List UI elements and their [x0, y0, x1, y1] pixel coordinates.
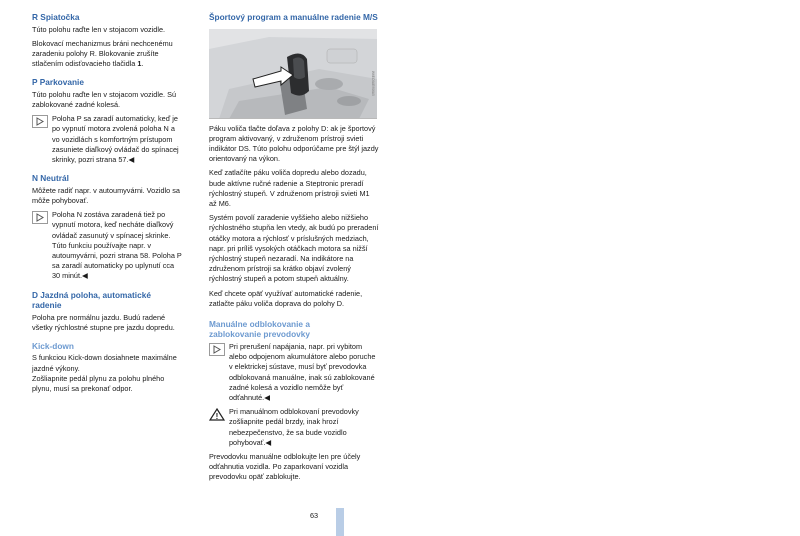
unlock-paragraph-1: Prevodovku manuálne odblokujte len pre účely odťahnutia vozidla. Po zaparkovaní vozidla prevodovku opäť zablokujte.	[209, 451, 361, 482]
section-drive	[32, 290, 182, 333]
note-arrow-icon	[32, 211, 48, 224]
drive-paragraph-1: Poloha pre normálnu jazdu. Budú radené všetky rýchlostné stupne pre jazdu dopredu.	[32, 312, 175, 332]
neutral-note-text: Poloha N zostáva zaradená tiež po vypnutí motora, keď necháte diaľkový ovládač zasunutý v spínacej skrinke. Túto funkciu používajte napr. v autoumyvárni, pozri strana 58. Poloha P sa zaradí automaticky po uplynutí cca 30 minút.	[52, 210, 182, 281]
neutral-paragraph-1: Môžete radiť napr. v autoumyvárni. Vozidlo sa môže pohybovať.	[32, 185, 180, 205]
reverse-paragraph-2-text: Blokovací mechanizmus bráni nechcenému zaradeniu polohy R. Blokovanie zrušíte stlačením odisťovacieho tlačidla	[32, 38, 173, 69]
sport-paragraph-4: Keď chcete opäť využívať automatické radenie, zatlačte páku voliča doprava do polohy D.	[209, 288, 363, 308]
park-note-text: Poloha P sa zaradí automaticky, keď je po vypnutí motora zvolená poloha N a vo vozidlách s komfortným prístupom zasuniete diaľkový ovládač do spínacej skrinky, pozri strana 57.	[52, 114, 179, 165]
neutral-note	[32, 210, 182, 281]
section-kickdown	[32, 341, 182, 394]
gear-selector-photo	[209, 29, 377, 119]
reverse-paragraph-2	[32, 39, 182, 70]
sport-paragraph-3: Systém povolí zaradenie vyššieho alebo nižšieho rýchlostného stupňa len vtedy, ak budú po preradení otáčky motora a rýchlosť v príslušných medziach, napr. pri príliš vysokých otáčkach motora sa nižší rýchlostný stupeň nezaradí. Na indikátore na združenom prístroji sa krátko objaví zvolený rýchlostný stupeň a potom stupeň aktuálny.	[209, 213, 379, 284]
section-park	[32, 77, 182, 165]
kickdown-paragraph-2: Zošliapnite pedál plynu za polohu plného plynu, musí sa prekonať odpor.	[32, 373, 165, 394]
unlock-warning-text: Pri manuálnom odblokovaní prevodovky zošliapnite pedál brzdy, inak hrozí nebezpečenstvo, že sa bude vozidlo pohybovať.	[229, 407, 359, 447]
note-arrow-icon	[209, 343, 225, 356]
left-column	[32, 12, 182, 402]
warning-triangle-icon	[209, 408, 225, 421]
heading-drive: D Jazdná poloha, automatické radenie	[32, 289, 151, 311]
section-neutral	[32, 173, 182, 281]
gear-selector-illustration	[209, 29, 377, 119]
sport-paragraph-2: Keď zatlačíte páku voliča dopredu alebo dozadu, bude aktívne ručné radenie a Steptronic preradí rýchlostný stupeň. V združenom prístroji svieti M1 až M6.	[209, 168, 370, 208]
button-reference-1: 1	[137, 59, 142, 69]
page-tab-marker	[336, 508, 344, 536]
heading-sport-program: Športový program a manuálne radenie M/S	[209, 12, 378, 22]
kickdown-paragraph-1: S funkciou Kick-down dosiahnete maximálne jazdné výkony.	[32, 353, 177, 373]
section-reverse	[32, 12, 182, 69]
unlock-warning	[209, 407, 379, 448]
heading-manual-unlock: Manuálne odblokovanie a zablokovanie prevodovky	[209, 318, 310, 340]
end-mark-icon: ◀	[128, 155, 135, 165]
unlock-note-text: Pri prerušení napájania, napr. pri vybitom alebo odpojenom akumulátore alebo poruche v elektrickej sústave, musí byť prevodovka odblokovaná manuálne, inak sú zablokované zadné kolesá a vozidlo nemôže byť odťahnuté.	[229, 341, 376, 402]
heading-kickdown: Kick-down	[32, 340, 74, 351]
heading-neutral: N Neutrál	[32, 173, 69, 184]
end-mark-icon: ◀	[265, 437, 272, 447]
park-paragraph-1: Túto polohu raďte len v stojacom vozidle. Sú zablokované zadné kolesá.	[32, 89, 177, 110]
heading-reverse: R Spiatočka	[32, 12, 80, 22]
end-mark-icon: ◀	[264, 392, 270, 402]
unlock-note	[209, 342, 379, 403]
reverse-paragraph-2-end: .	[141, 59, 144, 69]
heading-park: P Parkovanie	[32, 77, 84, 88]
right-column	[209, 12, 379, 487]
park-note	[32, 114, 182, 165]
image-id-label: W6EC6AE9S6A0	[371, 70, 375, 96]
reverse-paragraph-1: Túto polohu raďte len v stojacom vozidle.	[32, 24, 166, 34]
end-mark-icon: ◀	[82, 271, 88, 281]
page-number: 63	[310, 511, 319, 520]
note-arrow-icon	[32, 115, 48, 128]
svg-text:!: !	[215, 412, 219, 422]
sport-paragraph-1: Páku voliča tlačte doľava z polohy D: ak je športový program aktivovaný, v združenom prístroji svieti indikátor DS. Túto polohu odporúčame pre štýl jazdy orientovaný na výkon.	[209, 123, 379, 164]
